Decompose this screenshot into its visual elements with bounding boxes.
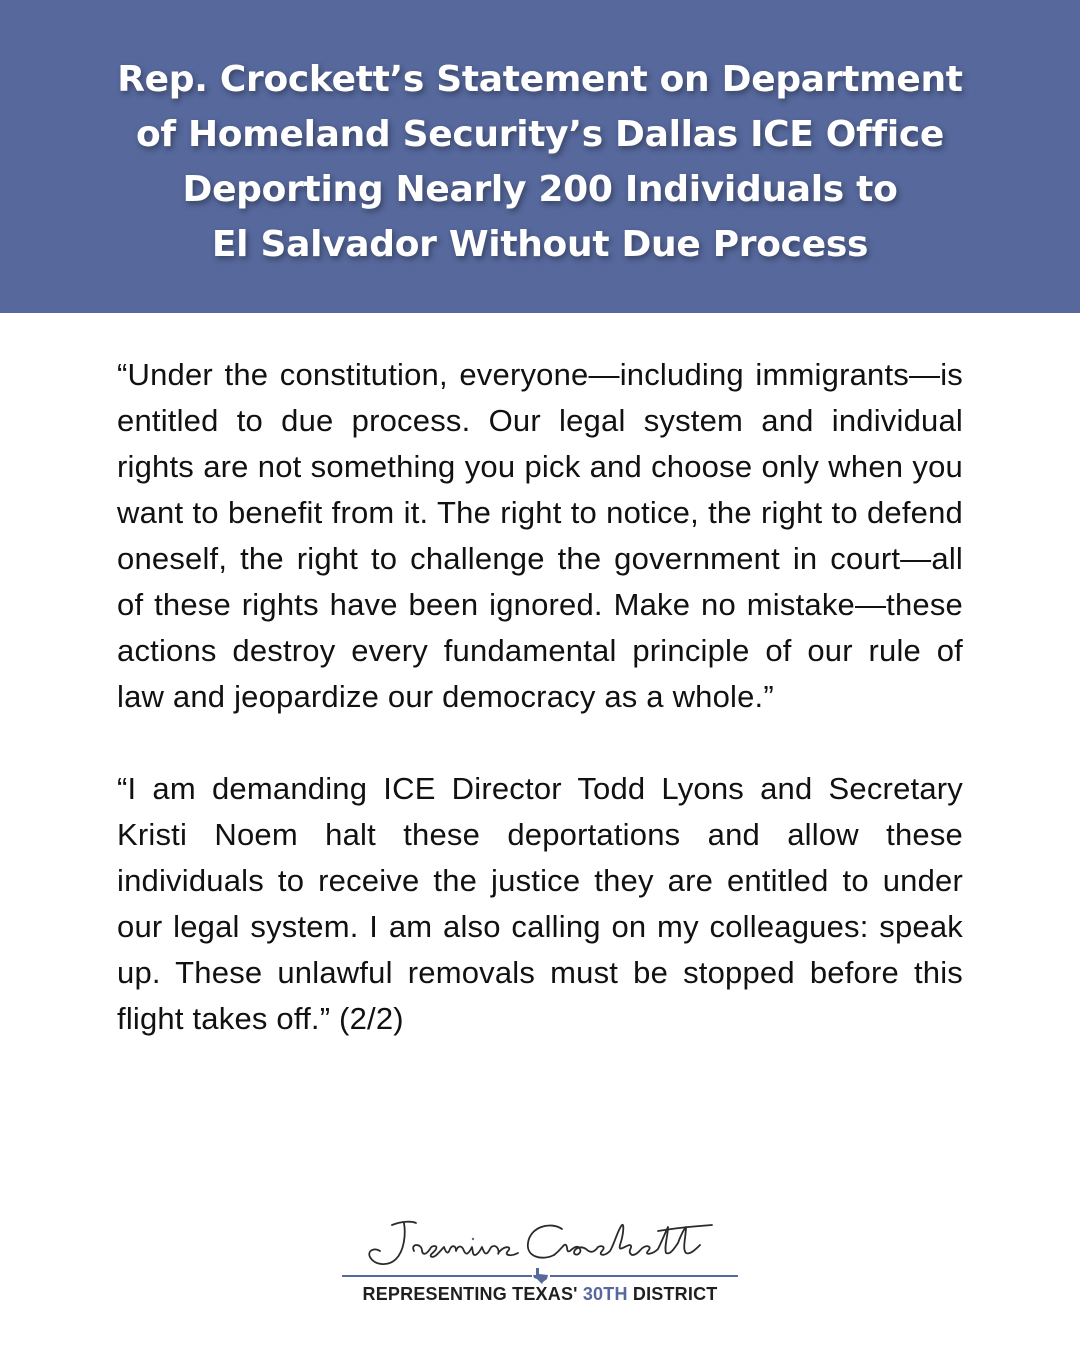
tagline-prefix: REPRESENTING TEXAS' [362, 1284, 578, 1304]
statement-title [40, 52, 1040, 272]
title-line: Deporting Nearly 200 Individuals to [182, 169, 898, 210]
district-tagline [340, 1283, 740, 1305]
tagline-suffix: DISTRICT [632, 1284, 718, 1304]
divider-right [550, 1275, 738, 1277]
divider-left [342, 1275, 532, 1277]
statement-body [117, 352, 963, 1042]
quote-paragraph-2: “I am demanding ICE Director Todd Lyons and Secretary Kristi Noem halt these deportations and allow these individuals to receive the justice they are entitled to under our legal system. I am also calling on my colleagues: speak up. These unlawful removals must be stopped before this flight takes off.” (2/2) [117, 771, 963, 1036]
signature-block [340, 1215, 740, 1315]
header-banner [0, 0, 1080, 313]
title-line: El Salvador Without Due Process [211, 224, 869, 265]
quote-paragraph-1: “Under the constitution, everyone—including immigrants—is entitled to due process. Our legal system and individual rights are not something you pick and choose only when you want to benefit from it. The right to notice, the right to defend oneself, the right to challenge the government in court—all of these rights have been ignored. Make no mistake—these actions destroy every fundamental principle of our rule of law and jeopardize our democracy as a whole.” [117, 357, 963, 714]
tagline-district-number: 30TH [582, 1284, 628, 1304]
title-line: Rep. Crockett’s Statement on Department [117, 59, 963, 100]
title-line: of Homeland Security’s Dallas ICE Office [135, 114, 945, 155]
handwritten-signature [340, 1215, 740, 1275]
